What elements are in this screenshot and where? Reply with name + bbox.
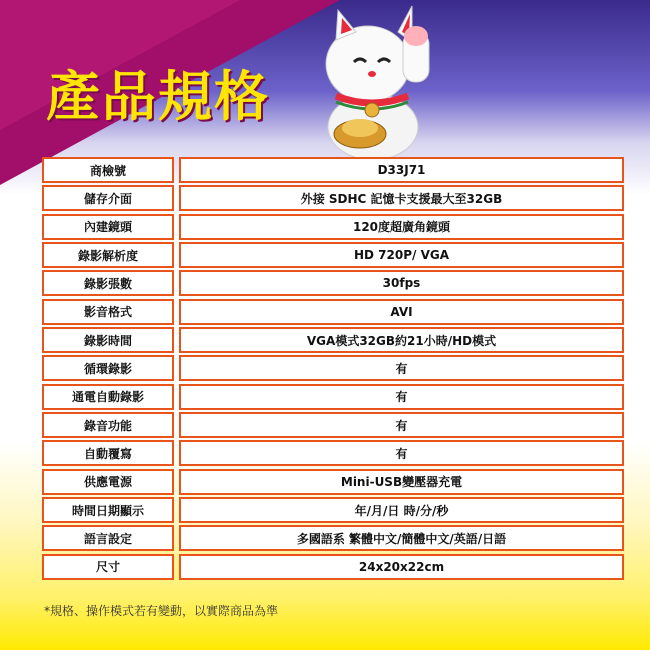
spec-value: VGA模式32GB約21小時/HD模式 — [179, 327, 624, 353]
spec-value: 有 — [179, 355, 624, 381]
spec-value: AVI — [179, 299, 624, 325]
spec-value: 有 — [179, 384, 624, 410]
spec-value: 多國語系 繁體中文/簡體中文/英語/日語 — [179, 525, 624, 551]
spec-label: 錄影解析度 — [42, 242, 174, 268]
spec-row — [42, 299, 624, 325]
spec-label: 內建鏡頭 — [42, 214, 174, 240]
spec-row — [42, 185, 624, 211]
spec-value: 年/月/日 時/分/秒 — [179, 497, 624, 523]
spec-row — [42, 554, 624, 580]
spec-value: D33J71 — [179, 157, 624, 183]
spec-row — [42, 497, 624, 523]
spec-row — [42, 355, 624, 381]
spec-label: 錄影張數 — [42, 270, 174, 296]
spec-label: 商檢號 — [42, 157, 174, 183]
spec-value: 120度超廣角鏡頭 — [179, 214, 624, 240]
spec-label: 時間日期顯示 — [42, 497, 174, 523]
footnote: *規格、操作模式若有變動，以實際商品為準 — [44, 604, 279, 618]
spec-row — [42, 525, 624, 551]
spec-label: 儲存介面 — [42, 185, 174, 211]
spec-row — [42, 157, 624, 183]
spec-value: Mini-USB變壓器充電 — [179, 469, 624, 495]
spec-row — [42, 412, 624, 438]
spec-value: 外接 SDHC 記憶卡支援最大至32GB — [179, 185, 624, 211]
spec-value: 30fps — [179, 270, 624, 296]
spec-row — [42, 270, 624, 296]
spec-label: 錄影時間 — [42, 327, 174, 353]
spec-value: 有 — [179, 412, 624, 438]
spec-value: 24x20x22cm — [179, 554, 624, 580]
spec-row — [42, 214, 624, 240]
spec-label: 循環錄影 — [42, 355, 174, 381]
spec-table — [42, 157, 624, 582]
spec-label: 尺寸 — [42, 554, 174, 580]
spec-row — [42, 440, 624, 466]
spec-row — [42, 469, 624, 495]
spec-label: 通電自動錄影 — [42, 384, 174, 410]
spec-row — [42, 327, 624, 353]
spec-row — [42, 242, 624, 268]
spec-label: 自動覆寫 — [42, 440, 174, 466]
spec-label: 影音格式 — [42, 299, 174, 325]
spec-label: 錄音功能 — [42, 412, 174, 438]
spec-label: 供應電源 — [42, 469, 174, 495]
page-title: 產品規格 — [46, 65, 270, 128]
spec-value: 有 — [179, 440, 624, 466]
lucky-cat-image — [308, 2, 438, 162]
spec-label: 語言設定 — [42, 525, 174, 551]
spec-value: HD 720P/ VGA — [179, 242, 624, 268]
spec-row — [42, 384, 624, 410]
